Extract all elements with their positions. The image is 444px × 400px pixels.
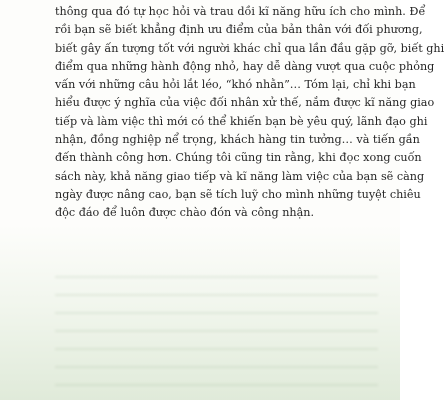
text-line: nhận, đồng nghiệp nể trọng, khách hàng tin tưởng… và tiến gần bbox=[55, 133, 420, 147]
text-line: vấn với những câu hỏi lắt léo, “khó nhằn”… Tóm lại, chỉ khi bạn bbox=[55, 78, 416, 92]
text-line: tiếp và làm việc thì mới có thể khiến bạn bè yêu quý, lãnh đạo ghi bbox=[55, 114, 428, 128]
text-line: thông qua đó tự học hỏi và trau dồi kĩ năng hữu ích cho mình. Để bbox=[55, 5, 426, 18]
text-line: biết gây ấn tượng tốt với người khác chỉ qua lần đầu gặp gỡ, biết ghi bbox=[55, 41, 444, 55]
text-line: hiểu được ý nghĩa của việc đối nhân xử thế, nắm được kĩ năng giao bbox=[55, 96, 435, 110]
text-line: đến thành công hơn. Chúng tôi cũng tin rằng, khi đọc xong cuốn bbox=[55, 151, 422, 165]
text-line: điểm qua những hành động nhỏ, hay dễ dàng vượt qua cuộc phỏng bbox=[55, 59, 435, 73]
text-line: ngày được nâng cao, bạn sẽ tích luỹ cho mình những tuyệt chiêu bbox=[55, 187, 421, 201]
text-line: độc đáo để luôn được chào đón và công nhận. bbox=[55, 206, 315, 220]
body-paragraph bbox=[55, 3, 444, 223]
text-line: sách này, khả năng giao tiếp và kĩ năng làm việc của bạn sẽ càng bbox=[55, 169, 425, 183]
text-line: rồi bạn sẽ biết khẳng định ưu điểm của bản thân với đối phương, bbox=[55, 23, 423, 37]
bleed-through-text bbox=[55, 262, 378, 400]
